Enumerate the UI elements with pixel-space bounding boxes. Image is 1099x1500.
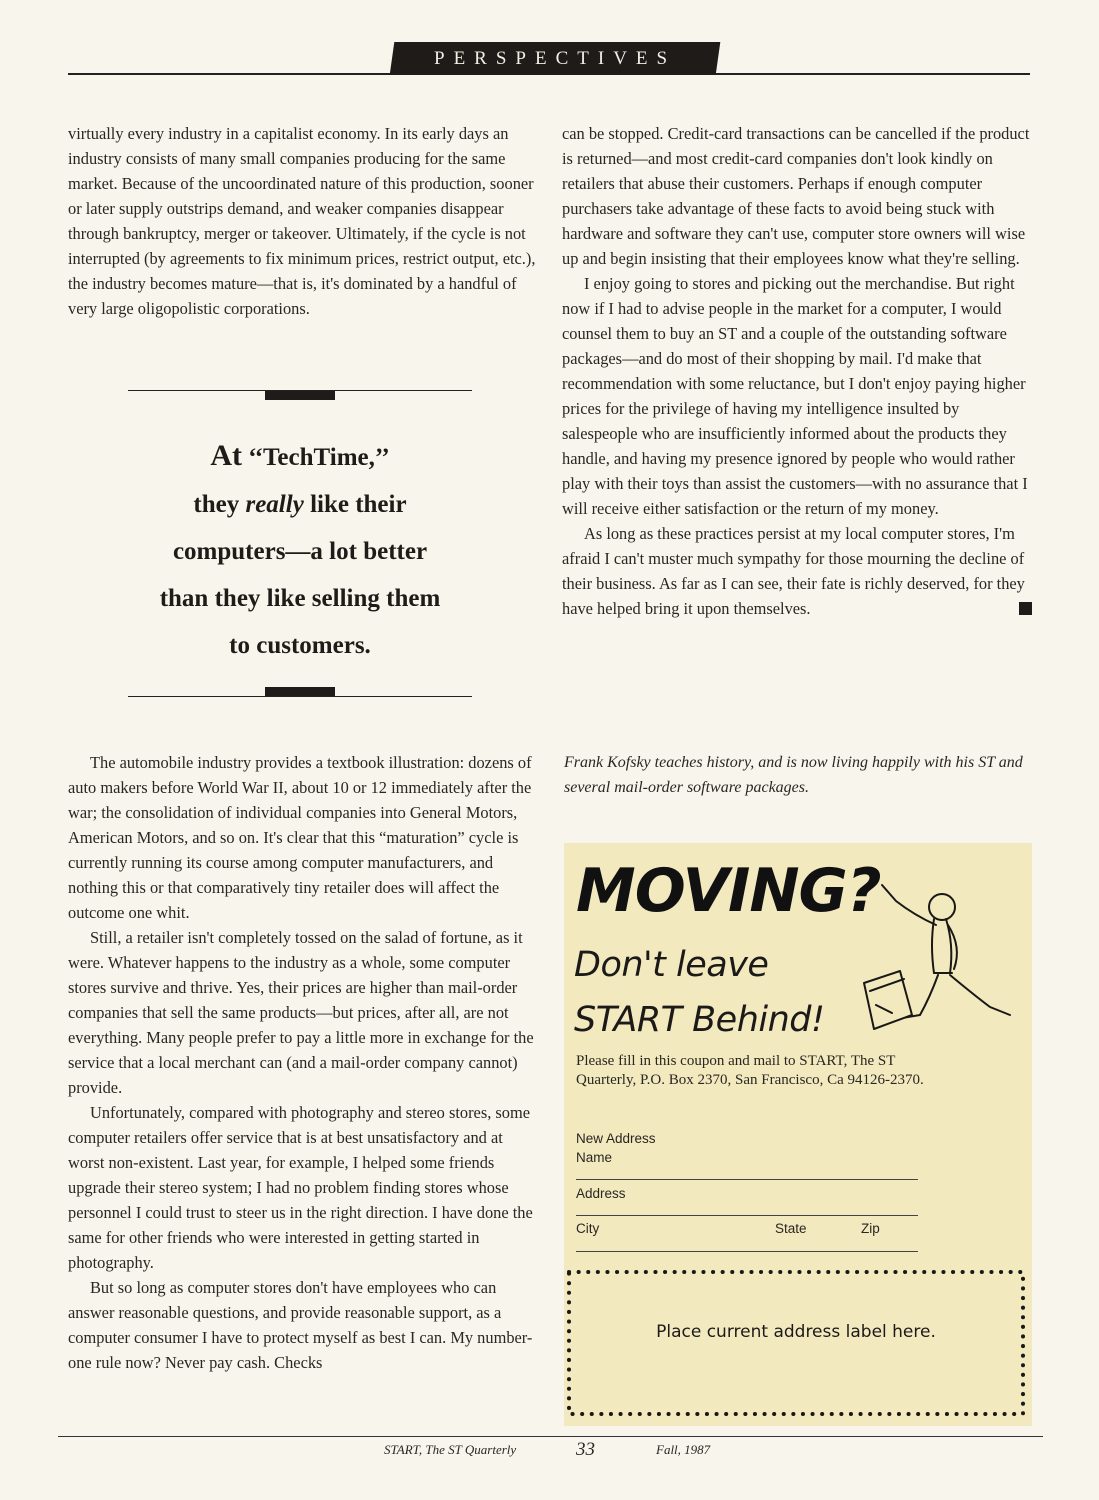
paragraph: virtually every industry in a capitalist economy. In its early days an industry consists of many small companies producing for the same market. Because of the uncoordinated nature of this production, sooner or later supply outstrips demand, and weaker companies disappear through bankruptcy, merger or takeover. Ultimately, if the cycle is not interrupted (by agreements to fix minimum prices, restrict output, etc.), the industry becomes mature—that is, it's dominated by a handful of very large oligopolistic corporations. bbox=[68, 124, 536, 318]
address-label: Address bbox=[576, 1186, 626, 1201]
pullquote-really: really bbox=[245, 491, 304, 518]
pullquote bbox=[120, 432, 480, 669]
paragraph: But so long as computer stores don't have employees who can answer reasonable questions, and provide reasonable support, as a computer consumer I have to protect myself as best I can. My number-one rule now? Never pay cash. Checks bbox=[68, 1278, 533, 1372]
pullquote-they: they bbox=[193, 491, 240, 518]
coupon-tagline-1: Don't leave bbox=[574, 945, 769, 985]
pullquote-name: ‘‘TechTime,’’ bbox=[248, 444, 390, 471]
pullquote-at: At bbox=[210, 439, 242, 472]
address-field[interactable] bbox=[576, 1215, 918, 1216]
city-state-zip-field[interactable] bbox=[576, 1251, 918, 1252]
name-field[interactable] bbox=[576, 1179, 918, 1180]
right-column bbox=[562, 121, 1032, 621]
moving-coupon bbox=[564, 843, 1032, 1426]
pullquote-line4: than they like selling them bbox=[159, 585, 441, 612]
zip-label: Zip bbox=[861, 1221, 880, 1236]
footer-issue: Fall, 1987 bbox=[656, 1442, 711, 1457]
pullquote-bar-bottom bbox=[265, 687, 335, 696]
city-label: City bbox=[576, 1221, 600, 1236]
paragraph: I enjoy going to stores and picking out the merchandise. But right now if I had to advise people in the market for a computer, I would counsel them to buy an ST and a couple of the outstanding software packages—and do most of their shopping by mail. I'd make that recommendation with some reluctance, but I don't enjoy paying higher prices for the privilege of having my intelligence insulted by salespeople who are insufficiently informed about the products they handle, and having my presence ignored by people who would rather play with their toys than assist the customers—with no assurance that I will receive either satisfaction or the return of my money. bbox=[562, 274, 1028, 518]
left-column-top bbox=[68, 121, 538, 321]
address-label-area[interactable] bbox=[566, 1269, 1026, 1417]
label-placeholder-text: Place current address label here. bbox=[656, 1322, 936, 1342]
paragraph: Unfortunately, compared with photography and stereo stores, some computer retailers offer service that is at best unsatisfactory and at worst non-existent. Last year, for example, I helped some friends upgrade their stereo system; I had no problem finding stores whose personnel I could trust to steer us in the right direction. I have done the same for other friends who were interested in getting started in photography. bbox=[68, 1103, 533, 1272]
running-man-icon bbox=[834, 865, 1024, 1045]
paragraph: can be stopped. Credit-card transactions can be cancelled if the product is returned—and most credit-card companies don't look kindly on retailers that abuse their customers. Perhaps if enough computer purchasers take advantage of these facts to avoid being stuck with hardware and software they can't use, computer store owners will wise up and begin insisting that their employees know what they're selling. bbox=[562, 124, 1030, 268]
footer-publication: START, The ST Quarterly bbox=[384, 1442, 517, 1457]
left-column-bottom bbox=[68, 750, 540, 1375]
pullquote-like-their: like their bbox=[310, 491, 407, 518]
coupon-tagline-2: START Behind! bbox=[574, 1000, 825, 1040]
paragraph-final bbox=[562, 521, 1032, 621]
paragraph-text: As long as these practices persist at my local computer stores, I'm afraid I can't muster much sympathy for those mourning the decline of their business. As far as I can see, their fate is richly deserved, for they have helped bring it upon themselves. bbox=[562, 524, 1025, 618]
coupon-headline: MOVING? bbox=[576, 856, 881, 926]
page-number: 33 bbox=[576, 1439, 595, 1460]
author-bio: Frank Kofsky teaches history, and is now living happily with his ST and several mail-order software packages. bbox=[564, 754, 1023, 796]
pullquote-line3: computers—a lot better bbox=[172, 538, 428, 565]
state-label: State bbox=[775, 1221, 807, 1236]
coupon-instructions: Please fill in this coupon and mail to START, The ST Quarterly, P.O. Box 2370, San Francisco, Ca 94126-2370. bbox=[576, 1053, 924, 1088]
paragraph: The automobile industry provides a textbook illustration: dozens of auto makers before World War II, about 10 or 12 immediately after the war; the consolidation of individual companies into General Motors, American Motors, and so on. It's clear that this “maturation” cycle is currently running its course among computer manufacturers, and nothing this or that comparatively tiny retailer does will affect the outcome one whit. bbox=[68, 753, 532, 922]
new-address-label: New Address bbox=[576, 1131, 656, 1146]
section-header bbox=[390, 42, 721, 75]
dotted-border-icon bbox=[566, 1269, 1026, 1417]
end-mark-icon bbox=[1019, 602, 1032, 615]
pullquote-line5: to customers. bbox=[229, 632, 371, 659]
name-label: Name bbox=[576, 1150, 613, 1165]
pullquote-rule-bottom bbox=[128, 696, 472, 697]
paragraph: Still, a retailer isn't completely tossed on the salad of fortune, as it were. Whatever happens to the industry as a whole, some computer stores survive and thrive. Yes, their prices are higher than mail-order companies that sell the same products—but prices, after all, are not everything. Many people prefer to pay a little more in exchange for the service that a local merchant can (and a mail-order company cannot) provide. bbox=[68, 928, 534, 1097]
section-title: PERSPECTIVES bbox=[433, 48, 677, 69]
pullquote-bar-top bbox=[265, 391, 335, 400]
footer-rule bbox=[58, 1436, 1043, 1437]
